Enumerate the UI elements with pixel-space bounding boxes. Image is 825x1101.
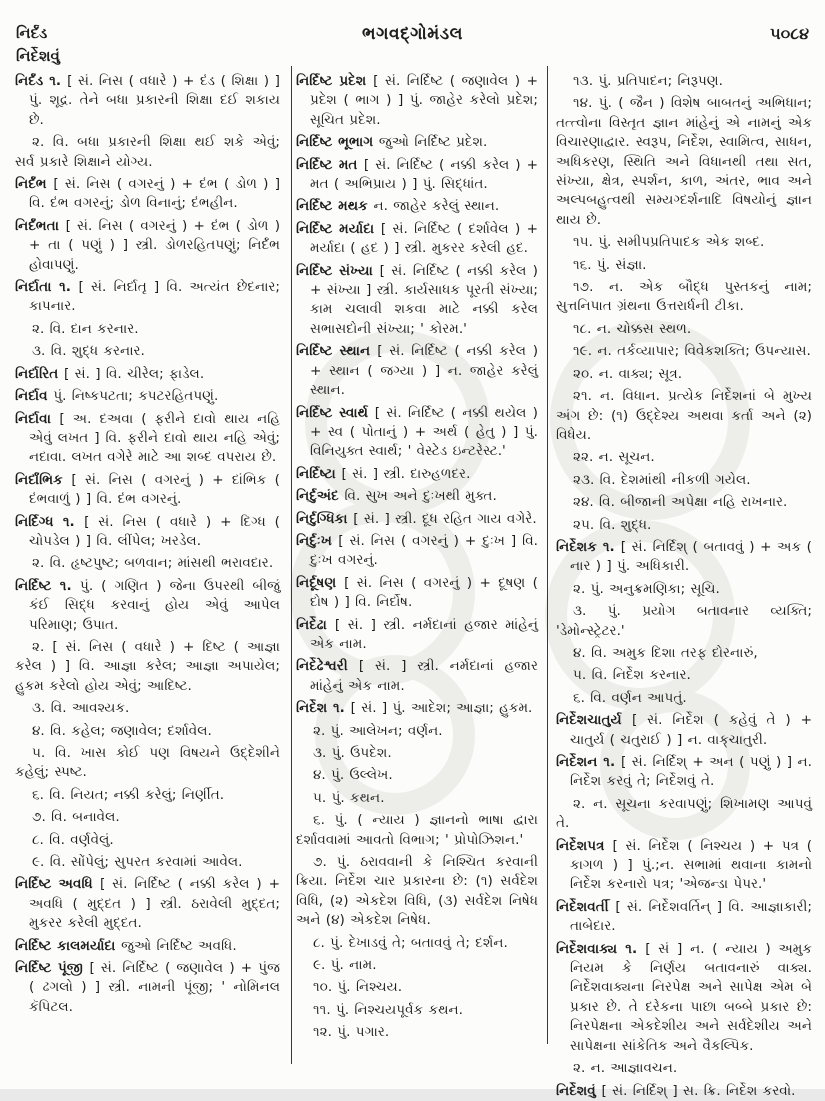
entry-sense: ૨. પું. આલેખન; વર્ણન. bbox=[313, 722, 443, 739]
dictionary-entry: નિર્દાવ પું. નિષ્કપટતા; કપટરહિતપણું. bbox=[15, 388, 219, 405]
entry-sense: ૭. વિ. બનાવેલ. bbox=[32, 809, 120, 826]
entry-sense: ૨. [ સં. નિસ ( વધારે ) + દિષ્ટ ( આજ્ઞા કરેલ ) ] વિ. આજ્ઞા કરેલ; આજ્ઞા અપાયેલ; હુકમ કરેલો હોય એવું; આદિષ્ટ. bbox=[15, 638, 280, 694]
dictionary-entry: નિર્દિષ્ટ સ્થાન [ સં. નિર્દિષ્ટ ( નક્કી કરેલ ) + સ્થાન ( જગ્યા ) ] ન. જાહેર કરેલું સ્થાન. bbox=[296, 343, 539, 399]
dictionary-entry: નિર્દુગ્ધિકા [ સં. ] સ્ત્રી. દૂધ રહિત ગાય વગેરે. bbox=[296, 510, 537, 527]
entry-sense: ૧૫. પું. સમીપપ્રતિપાદક એક શબ્દ. bbox=[573, 234, 765, 251]
headword: નિર્દિષ્ટ કાલમર્યાદા bbox=[15, 937, 122, 954]
entry-sense: ૨૫. વિ. શુદ્ધ. bbox=[573, 516, 652, 533]
entry-sense: ૩. પું. પ્રયોગ બતાવનાર વ્યક્તિ; 'ડેમોન્સ્ટ્રેટર.' bbox=[556, 603, 812, 639]
entry-sense: ૧૪. પું. ( જૈન ) વિશેષ બાબતનું અભિધાન; તત્ત્વોના વિસ્તૃત જ્ઞાન માંહેનું એ નામનું એક વિચારણાદ્વાર. સ્વરૂપ, નિર્દેશ, સ્વામિત્વ, સાધન, અધિકરણ, સ્થિતિ અને વિધાનથી તથા સત, સંખ્યા, ક્ષેત્ર, સ્પર્શન, કાળ, અંતર, ભાવ અને અલ્પબહુત્વથી સમ્યગ્દર્શનાદિ વિષયોનું જ્ઞાન થાય છે. bbox=[556, 95, 812, 228]
entry-sense: ૬. વિ. વર્ણન આપતું. bbox=[573, 689, 687, 706]
dictionary-entry: નિર્દિષ્ટ કાલમર્યાદા જુઓ નિર્દિષ્ટ અવધિ. bbox=[15, 937, 237, 954]
dictionary-entry: નિર્દૂષણ [ સં. નિસ ( વગરનું ) + દૂષણ ( દોષ ) ] વિ. નિર્દોષ. bbox=[296, 574, 538, 611]
entry-sense: ૨. વિ. હૃષ્ટપુષ્ટ; બળવાન; માંસથી ભરાવદાર. bbox=[32, 555, 274, 572]
dictionary-entry: નિર્દિષ્ટ પૂંજી [ સં. નિર્દિષ્ટ ( જણાવેલ ) + પુંજ ( ઢગલો ) ] સ્ત્રી. નામની પૂંજી; ' નોમિનલ કૅપિટલ. bbox=[15, 960, 280, 1015]
entry-sense: ૪. વિ. કહેલ; જણાવેલ; દર્શાવેલ. bbox=[32, 722, 212, 739]
dictionary-entry: નિર્દિષ્ટ અવધિ [ સં. નિર્દિષ્ટ ( નક્કી કરેલ ) + અવધિ ( મુદ્દત ) ] સ્ત્રી. ઠરાવેલી મુદ્દત; મુકરર કરેલી મુદ્દત. bbox=[15, 876, 280, 932]
dictionary-entry: નિર્દંભતા [ સં. નિસ ( વગરનું ) + દંભ ( ડોળ ) + તા ( પણું ) ] સ્ત્રી. ડોળરહિતપણું; નિર્દંભ હોવાપણું. bbox=[15, 217, 280, 273]
entry-sense: ૫. વિ. નિર્દેશ કરનાર. bbox=[573, 667, 691, 684]
entry-sense: ૩. વિ. આવશ્યક. bbox=[32, 700, 130, 717]
entry-sense: ૨. વિ. બધા પ્રકારની શિક્ષા થઈ શકે એવું; સર્વ પ્રકારે શિક્ષાને યોગ્ય. bbox=[15, 134, 280, 170]
entry-sense: ૮. વિ. વર્ણવેલું. bbox=[32, 831, 114, 848]
entry-sense: ૨૩. વિ. દેશમાંથી નીકળી ગયેલ. bbox=[573, 471, 751, 488]
entry-sense: ૬. વિ. નિયત; નક્કી કરેલું; નિર્ણીત. bbox=[32, 786, 225, 803]
headword: નિર્દેશન ૧. bbox=[556, 754, 621, 770]
headword: નિર્દેશવર્તી bbox=[556, 898, 616, 915]
dictionary-entry: નિર્દાતા ૧. [ સં. નિર્દાતૃ ] વિ. અત્યંત છેદનાર; કાપનાર. bbox=[15, 279, 281, 315]
headword: નિર્દંભ bbox=[15, 176, 54, 193]
dictionary-entry: નિર્દિગ્ધ ૧. [ સં. નિસ ( વધારે ) + દિગ્ધ ( ચોપડેલ ) ] વિ. લીંપેલ; ખરડેલ. bbox=[15, 513, 280, 549]
dictionary-entry: નિર્દેઢા [ સં. ] સ્ત્રી. નર્મદાનાં હજાર માંહેનું એક નામ. bbox=[296, 616, 538, 652]
headword: નિર્દિષ્ટ ૧. bbox=[15, 577, 81, 594]
dictionary-entry: નિર્દિષ્ટ ૧. પું. ( ગણિત ) જેના ઉપરથી બીજું કંઈ સિદ્ધ કરવાનું હોય એવું આપેલ પરિમાણ; ઉપાત. bbox=[15, 577, 280, 633]
headword: નિર્દાવા bbox=[15, 410, 60, 427]
headword: નિર્દિષ્ટ અવધિ bbox=[15, 876, 100, 893]
entry-sense: ૨. ન. સૂચના કરવાપણું; શિખામણ આપવું તે. bbox=[556, 795, 812, 832]
headword: નિર્દિષ્ટ મત bbox=[296, 156, 364, 173]
headword: નિર્દુઅંદ bbox=[296, 488, 345, 505]
dictionary-entry: નિર્દિષ્ટા [ સં. ] સ્ત્રી. દારુહળદર. bbox=[296, 465, 471, 482]
headword: નિર્દેઢેશ્વરી bbox=[296, 658, 359, 675]
headword: નિર્દાવ bbox=[15, 388, 54, 405]
entry-sense: ૧૧. પું. નિશ્ચયપૂર્વક કથન. bbox=[313, 1001, 463, 1018]
headword: નિર્દિષ્ટ સ્થાન bbox=[296, 343, 378, 360]
dictionary-entry: નિર્દિષ્ટ મત [ સં. નિર્દિષ્ટ ( નક્કી કરેલ ) + મત ( અભિપ્રાય ) ] પું. સિદ્ધાંત. bbox=[296, 156, 538, 193]
dictionary-entry: નિર્દિષ્ટ સંખ્યા [ સં. નિર્દિષ્ટ ( નક્કી કરેલ ) + સંખ્યા ] સ્ત્રી. કાર્યસાધક પૂરતી સંખ્યા; કામ ચલાવી શકવા માટે નક્કી કરેલ સભાસદોની સંખ્યા; ' કોરમ.' bbox=[296, 262, 538, 337]
dictionary-entry: નિર્દારિત [ સં. ] વિ. ચીરેલ; ફાડેલ. bbox=[15, 365, 205, 382]
entry-sense: ૫. વિ. ખાસ કોઈ પણ વિષયને ઉદ્દેશીને કહેલું; સ્પષ્ટ. bbox=[15, 745, 280, 781]
headword: નિર્દેશ ૧. bbox=[296, 700, 351, 717]
entry-sense: ૧૯. ન. તર્કવ્યાપાર; વિવેકશક્તિ; ઉપન્યાસ. bbox=[573, 343, 811, 360]
entry-sense: ૯. પું. નામ. bbox=[313, 957, 377, 974]
entry-sense: ૪. પું. ઉલ્લેખ. bbox=[313, 767, 393, 784]
text-column-3 bbox=[546, 72, 812, 1099]
headword: નિર્દિષ્ટ પ્રદેશ bbox=[296, 73, 374, 89]
entry-sense: ૧૨. પું. પગાર. bbox=[313, 1024, 390, 1041]
headword: નિર્દેશપત્ર bbox=[556, 837, 613, 854]
headword: નિર્દિષ્ટ મર્યાદા bbox=[296, 220, 381, 237]
headword: નિર્દિષ્ટા bbox=[296, 465, 342, 482]
dictionary-entry: નિર્દિષ્ટ મથક ન. જાહેર કરેલું સ્થાન. bbox=[296, 198, 500, 215]
dictionary-entry: નિર્દેશવાક્ય ૧. [ સં ] ન. ( ન્યાય ) અમુક નિયમ કે નિર્ણય બતાવનારું વાક્ય. નિર્દેશવાક્યના નિરપેક્ષ અને સાપેક્ષ એમ બે પ્રકાર છે. તે દરેકના પાછા બબ્બે પ્રકાર છે: નિરપેક્ષના એકદેશીય અને સર્વદેશીય અને સાપેક્ષના સાંકેતિક અને વૈકલ્પિક. bbox=[556, 940, 812, 1054]
entry-sense: ૨૪. વિ. બીજાની અપેક્ષા નહિ રાખનાર. bbox=[573, 494, 788, 511]
headword: નિર્દેઢા bbox=[296, 616, 335, 633]
entry-sense: ૩. વિ. શુદ્ધ કરનાર. bbox=[32, 343, 145, 360]
headword: નિર્દંભતા bbox=[15, 217, 66, 234]
entry-sense: ૧૩. પું. પ્રતિપાદન; નિરૂપણ. bbox=[573, 73, 723, 89]
dictionary-entry: નિર્દંડ ૧. [ સં. નિસ ( વધારે ) + દંડ ( શિક્ષા ) ] પું. શૂદ્ર. તેને બધા પ્રકારની શિક્ષા દઈ શકાય છે. bbox=[15, 73, 280, 128]
entry-sense: ૮. પું. દેખાડવું તે; બતાવવું તે; દર્શન. bbox=[313, 934, 508, 951]
dictionary-entry: નિર્દાંભિક [ સં. નિસ ( વગરનું ) + દાંભિક ( દંભવાળું ) ] વિ. દંભ વગરનું. bbox=[15, 471, 280, 508]
entry-sense: ૨. ન. આજ્ઞાવચન. bbox=[573, 1060, 678, 1077]
dictionary-entry: નિર્દેઢેશ્વરી [ સં. ] સ્ત્રી. નર્મદાનાં હજાર માંહેનું એક નામ. bbox=[296, 658, 538, 694]
entry-sense: ૬. પું. ( ન્યાય ) જ્ઞાનનો ભાષા દ્વારા દર્શાવવામાં આવતો વિભાગ; ' પ્રોપોઝિશન.' bbox=[296, 812, 538, 848]
entry-sense: ૧૮. ન. ચોક્કસ સ્થળ. bbox=[573, 320, 692, 337]
page-number: ૫૦૮૪ bbox=[770, 24, 809, 43]
entry-sense: ૨. વિ. દાન કરનાર. bbox=[32, 320, 139, 337]
headword: નિર્દિષ્ટ પૂંજી bbox=[15, 960, 90, 977]
running-head-last-word: નિર્દેશવું bbox=[16, 47, 60, 65]
entry-sense: ૪. વિ. અમુક દિશા તરફ દોરનારું, bbox=[573, 644, 758, 661]
entry-sense: ૨૦. ન. વાક્ય; સૂત્ર. bbox=[573, 365, 683, 382]
dictionary-entry: નિર્દેશવર્તી [ સં. નિર્દેશવર્તિન્ ] વિ. આજ્ઞાકારી; તાબેદાર. bbox=[556, 898, 812, 935]
entry-sense: ૨. પું. અનુક્રમણિકા; સૂચિ. bbox=[573, 580, 720, 597]
dictionary-entry: નિર્દેશચાતુર્ય [ સં. નિર્દેશ ( કહેવું તે ) + ચાતુર્ય ( ચતુરાઈ ) ] ન. વાક્‌ચાતુરી. bbox=[556, 712, 812, 748]
dictionary-entry: નિર્દુઃખ [ સં. નિસ ( વગરનું ) + દુઃખ ] વિ. દુઃખ વગરનું. bbox=[296, 532, 538, 569]
headword: નિર્દિષ્ટ સંખ્યા bbox=[296, 262, 380, 279]
headword: નિર્દેશક ૧. bbox=[556, 538, 621, 555]
headword: નિર્દંડ ૧. bbox=[15, 73, 68, 89]
dictionary-entry: નિર્દુઅંદ વિ. સુખ અને દુઃખથી મુક્ત. bbox=[296, 488, 497, 505]
dictionary-entry: નિર્દિષ્ટ પ્રદેશ [ સં. નિર્દિષ્ટ ( જણાવેલ ) + પ્રદેશ ( ભાગ ) ] પું. જાહેર કરેલો પ્રદેશ; સૂચિત પ્રદેશ. bbox=[296, 73, 538, 128]
headword: નિર્દારિત bbox=[15, 365, 64, 382]
headword: નિર્દેશચાતુર્ય bbox=[556, 712, 632, 729]
headword: નિર્દિષ્ટ મથક bbox=[296, 198, 374, 215]
dictionary-entry: નિર્દેશન ૧. [ સં. નિર્દિશ્ + અન ( પણું ) ] ન. નિર્દેશ કરવું તે; નિર્દેશવું તે. bbox=[556, 754, 812, 790]
text-column-1 bbox=[15, 72, 288, 1081]
dictionary-entry: નિર્દિષ્ટ મર્યાદા [ સં. નિર્દિષ્ટ ( દર્શાવેલ ) + મર્યાદા ( હદ ) ] સ્ત્રી. મુકરર કરેલી હદ. bbox=[296, 220, 539, 257]
entry-sense: ૨૧. ન. વિધાન. પ્રત્યેક નિર્દેશનાં બે મુખ્ય અંગ છે: (૧) ઉદ્દેશ્ય અથવા કર્તા અને (૨) વિધેય. bbox=[556, 388, 812, 443]
headword: નિર્દિગ્ધ ૧. bbox=[15, 513, 85, 530]
entry-sense: ૨૨. ન. સૂચન. bbox=[573, 449, 655, 466]
entry-sense: ૯. વિ. સોંપેલું; સુપરત કરવામાં આવેલ. bbox=[32, 854, 243, 871]
headword: નિર્દાંભિક bbox=[15, 471, 72, 488]
dictionary-entry: નિર્દેશપત્ર [ સં. નિર્દેશ ( નિશ્ચય ) + પત્ર ( કાગળ ) ] પું.;ન. સભામાં થવાના કામનો નિર્દેશ કરનારો પત્ર; 'એજન્ડા પેપર.' bbox=[556, 837, 812, 893]
headword: નિર્દિષ્ટ ભૂભાગ bbox=[296, 134, 379, 151]
headword: નિર્દુગ્ધિકા bbox=[296, 510, 354, 527]
dictionary-entry: નિર્દિષ્ટ સ્વાર્થ [ સં. નિર્દિષ્ટ ( નક્કી થયેલ ) + સ્વ ( પોતાનું ) + અર્થ ( હેતુ ) ] પું. વિનિયુક્ત સ્વાર્થ; ' વેસ્ટેડ ઇન્ટરેસ્ટ.' bbox=[296, 404, 538, 460]
headword: નિર્દૂષણ bbox=[296, 574, 345, 591]
headword: નિર્દેશવું bbox=[556, 1082, 602, 1099]
headword: નિર્દુઃખ bbox=[296, 532, 339, 549]
dictionary-entry: નિર્દેશ ૧. [ સં. ] પું. આદેશ; આજ્ઞા; હુકમ. bbox=[296, 700, 533, 717]
entry-sense: ૧૬. પું. સંજ્ઞા. bbox=[573, 256, 647, 273]
entry-sense: ૭. પું. ઠરાવવાની કે નિશ્ચિત કરવાની ક્રિયા. નિર્દેશ ચાર પ્રકારના છે: (૧) સર્વદેશ વિધિ, (૨) એકદેશ વિધિ, (૩) સર્વદેશ નિષેધ અને (૪) એકદેશ નિષેધ. bbox=[296, 854, 538, 929]
running-head-first-word: નિર્દંડ bbox=[16, 24, 48, 42]
dictionary-entry: નિર્દેશક ૧. [ સં. નિર્દિશ્ ( બતાવવું ) + અક ( નાર ) ] પું. અધિકારી. bbox=[556, 538, 812, 575]
dictionary-entry: નિર્દંભ [ સં. નિસ ( વગરનું ) + દંભ ( ડોળ ) ] વિ. દંભ વગરનું; ડોળ વિનાનું; દંભહીન. bbox=[15, 176, 280, 212]
text-column-2 bbox=[288, 72, 546, 1081]
headword: નિર્દેશવાક્ય ૧. bbox=[556, 940, 646, 957]
page-title: ભગવદ્ગોમંડલ bbox=[362, 24, 463, 44]
dictionary-entry: નિર્દિષ્ટ ભૂભાગ જુઓ નિર્દિષ્ટ પ્રદેશ. bbox=[296, 134, 488, 151]
headword: નિર્દિષ્ટ સ્વાર્થ bbox=[296, 404, 375, 421]
dictionary-entry: નિર્દાવા [ અ. દઅવા ( ફરીને દાવો થાય નહિ એવું લખત ] વિ. ફરીને દાવો થાય નહિ એવું; નદાવા. લખત વગેરે માટે આ શબ્દ વપરાય છે. bbox=[15, 410, 280, 466]
entry-sense: ૧૭. ન. એક બૌદ્ધ પુસ્તકનું નામ; સુત્તનિપાત ગ્રંથના ઉત્તરાર્ધની ટીકા. bbox=[556, 279, 812, 315]
page-body bbox=[15, 72, 812, 1099]
entry-sense: ૫. પું. કથન. bbox=[313, 789, 385, 806]
headword: નિર્દાતા ૧. bbox=[15, 279, 79, 296]
entry-sense: ૧૦. પું. નિશ્ચય. bbox=[313, 979, 403, 996]
entry-sense: ૩. પું. ઉપદેશ. bbox=[313, 745, 392, 761]
dictionary-entry: નિર્દેશવું [ સં. નિર્દિશ્ ] સ. ક્રિ. નિર્દેશ કરવો. bbox=[556, 1082, 796, 1099]
